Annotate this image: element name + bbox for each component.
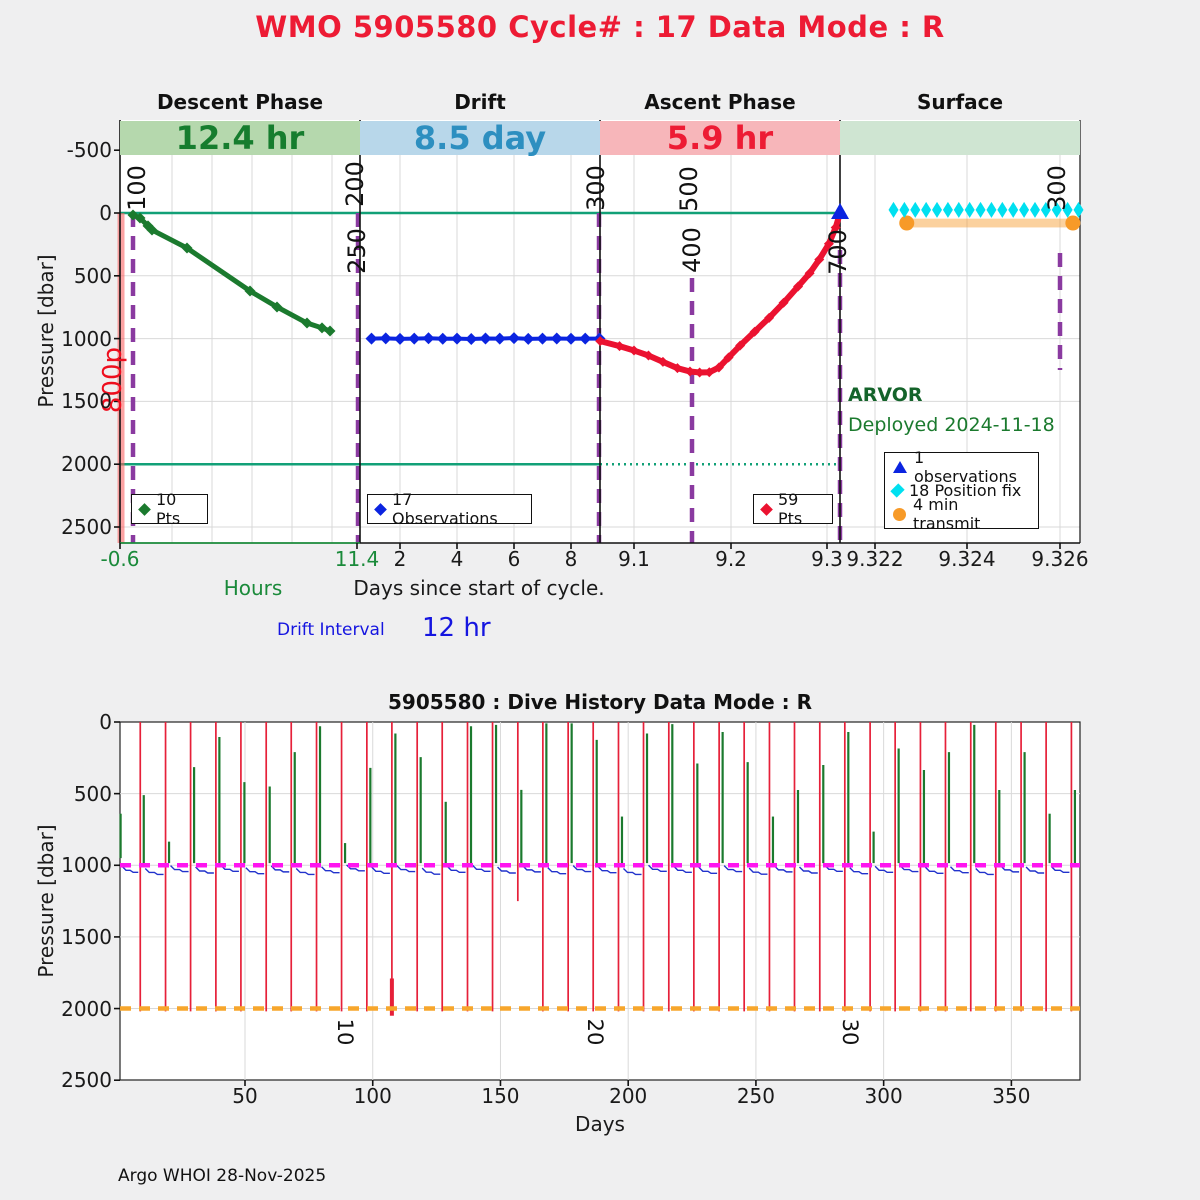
observations-legend-label: 1 observations: [914, 448, 1017, 486]
x-tick-label: 100: [353, 1084, 392, 1108]
phase-header-surface: Surface: [916, 90, 1004, 114]
drift-interval-value: 12 hr: [422, 613, 491, 643]
y-tick-label: 1000: [61, 853, 112, 878]
x-tick-label: 50: [232, 1084, 258, 1108]
days-axis-label: Days since start of cycle.: [353, 576, 605, 600]
top-ylabel: Pressure [dbar]: [34, 254, 58, 408]
descent-legend-label: 10 Pts: [156, 490, 181, 528]
y-tick-label: 500: [73, 781, 112, 806]
ascent-legend: [753, 490, 833, 528]
event-label: 400: [678, 227, 706, 273]
y-tick-label: 2000: [61, 452, 112, 477]
x-tick-label: 350: [992, 1084, 1031, 1108]
y-tick-label: 2000: [61, 996, 112, 1021]
deployed-date-label: Deployed 2024-11-18: [848, 414, 1055, 436]
x-tick-label: 9.1: [618, 547, 650, 571]
drift-duration: 8.5 day: [413, 119, 547, 157]
footer-credit: Argo WHOI 28-Nov-2025: [118, 1166, 327, 1186]
event-label: 300: [582, 165, 610, 211]
phase-header-descent: Descent Phase: [156, 90, 324, 114]
x-tick-label: 2: [393, 547, 407, 571]
green-diamond-icon: [138, 503, 151, 516]
blue-triangle-icon: [893, 461, 907, 473]
x-tick-label: -0.6: [100, 547, 140, 571]
bottom-ylabel: Pressure [dbar]: [34, 824, 58, 978]
orange-circle-icon: [893, 508, 906, 521]
phase-header-ascent: Ascent Phase: [644, 90, 796, 114]
x-tick-label: 8: [564, 547, 578, 571]
blue-diamond-icon: [374, 503, 387, 516]
drift-legend: [367, 490, 532, 528]
ascent-duration-band: [600, 121, 840, 155]
position-fix-legend-label: 18 Position fix: [909, 481, 1022, 500]
y-tick-label: -500: [66, 138, 112, 163]
cycle-number-label: 10: [332, 1018, 357, 1046]
x-tick-label: 4: [450, 547, 464, 571]
x-tick-label: 9.3: [811, 547, 843, 571]
descent-legend: [131, 490, 208, 528]
event-label: 500: [675, 166, 703, 212]
event-label: 300: [1043, 165, 1071, 211]
y-tick-label: 1500: [61, 389, 112, 414]
cycle-number-label: 30: [838, 1018, 863, 1046]
surface-legend: [884, 448, 1039, 533]
y-tick-label: 0: [99, 201, 112, 225]
bottom-xlabel: Days: [575, 1112, 625, 1136]
float-model-label: ARVOR: [848, 384, 923, 406]
y-tick-label: 1500: [61, 924, 112, 949]
surface-duration-band: [840, 121, 1080, 155]
hours-axis-label: Hours: [223, 576, 283, 600]
descent-duration: 12.4 hr: [175, 119, 305, 157]
x-tick-label: 9.2: [715, 547, 747, 571]
profile-depth-label: 800p: [98, 346, 128, 414]
y-tick-label: 0: [99, 710, 112, 734]
x-tick-label: 150: [481, 1084, 520, 1108]
drift-legend-label: 17 Observations: [392, 490, 498, 528]
x-tick-label: 9.326: [1031, 547, 1089, 571]
descent-duration-band: [120, 121, 360, 155]
event-label: 100: [123, 165, 151, 211]
dive-history-title: 5905580 : Dive History Data Mode : R: [388, 690, 812, 714]
y-tick-label: 2500: [61, 515, 112, 539]
transmit-legend-label: 4 min transmit: [913, 495, 981, 533]
x-tick-label: 250: [736, 1084, 775, 1108]
x-tick-label: 6: [507, 547, 521, 571]
red-diamond-icon: [760, 503, 773, 516]
event-label: 250: [343, 228, 371, 274]
ascent-duration: 5.9 hr: [666, 119, 774, 157]
figure-title: WMO 5905580 Cycle# : 17 Data Mode : R: [255, 10, 945, 44]
x-tick-label: 200: [609, 1084, 648, 1108]
event-label: 200: [341, 161, 369, 207]
x-tick-label: 9.324: [938, 547, 996, 571]
event-label: 700: [824, 229, 852, 275]
cyan-diamond-icon: [890, 483, 904, 497]
y-tick-label: 1000: [61, 326, 112, 351]
y-tick-label: 500: [73, 263, 112, 288]
cycle-number-label: 20: [582, 1018, 607, 1046]
y-tick-label: 2500: [61, 1068, 112, 1093]
x-tick-label: 11.4: [334, 547, 380, 571]
ascent-legend-label: 59 Pts: [778, 490, 803, 528]
x-tick-label: 300: [864, 1084, 903, 1108]
phase-header-drift: Drift: [454, 90, 506, 114]
drift-interval-label: Drift Interval: [277, 620, 385, 640]
x-tick-label: 9.322: [846, 547, 904, 571]
drift-duration-band: [360, 121, 600, 155]
